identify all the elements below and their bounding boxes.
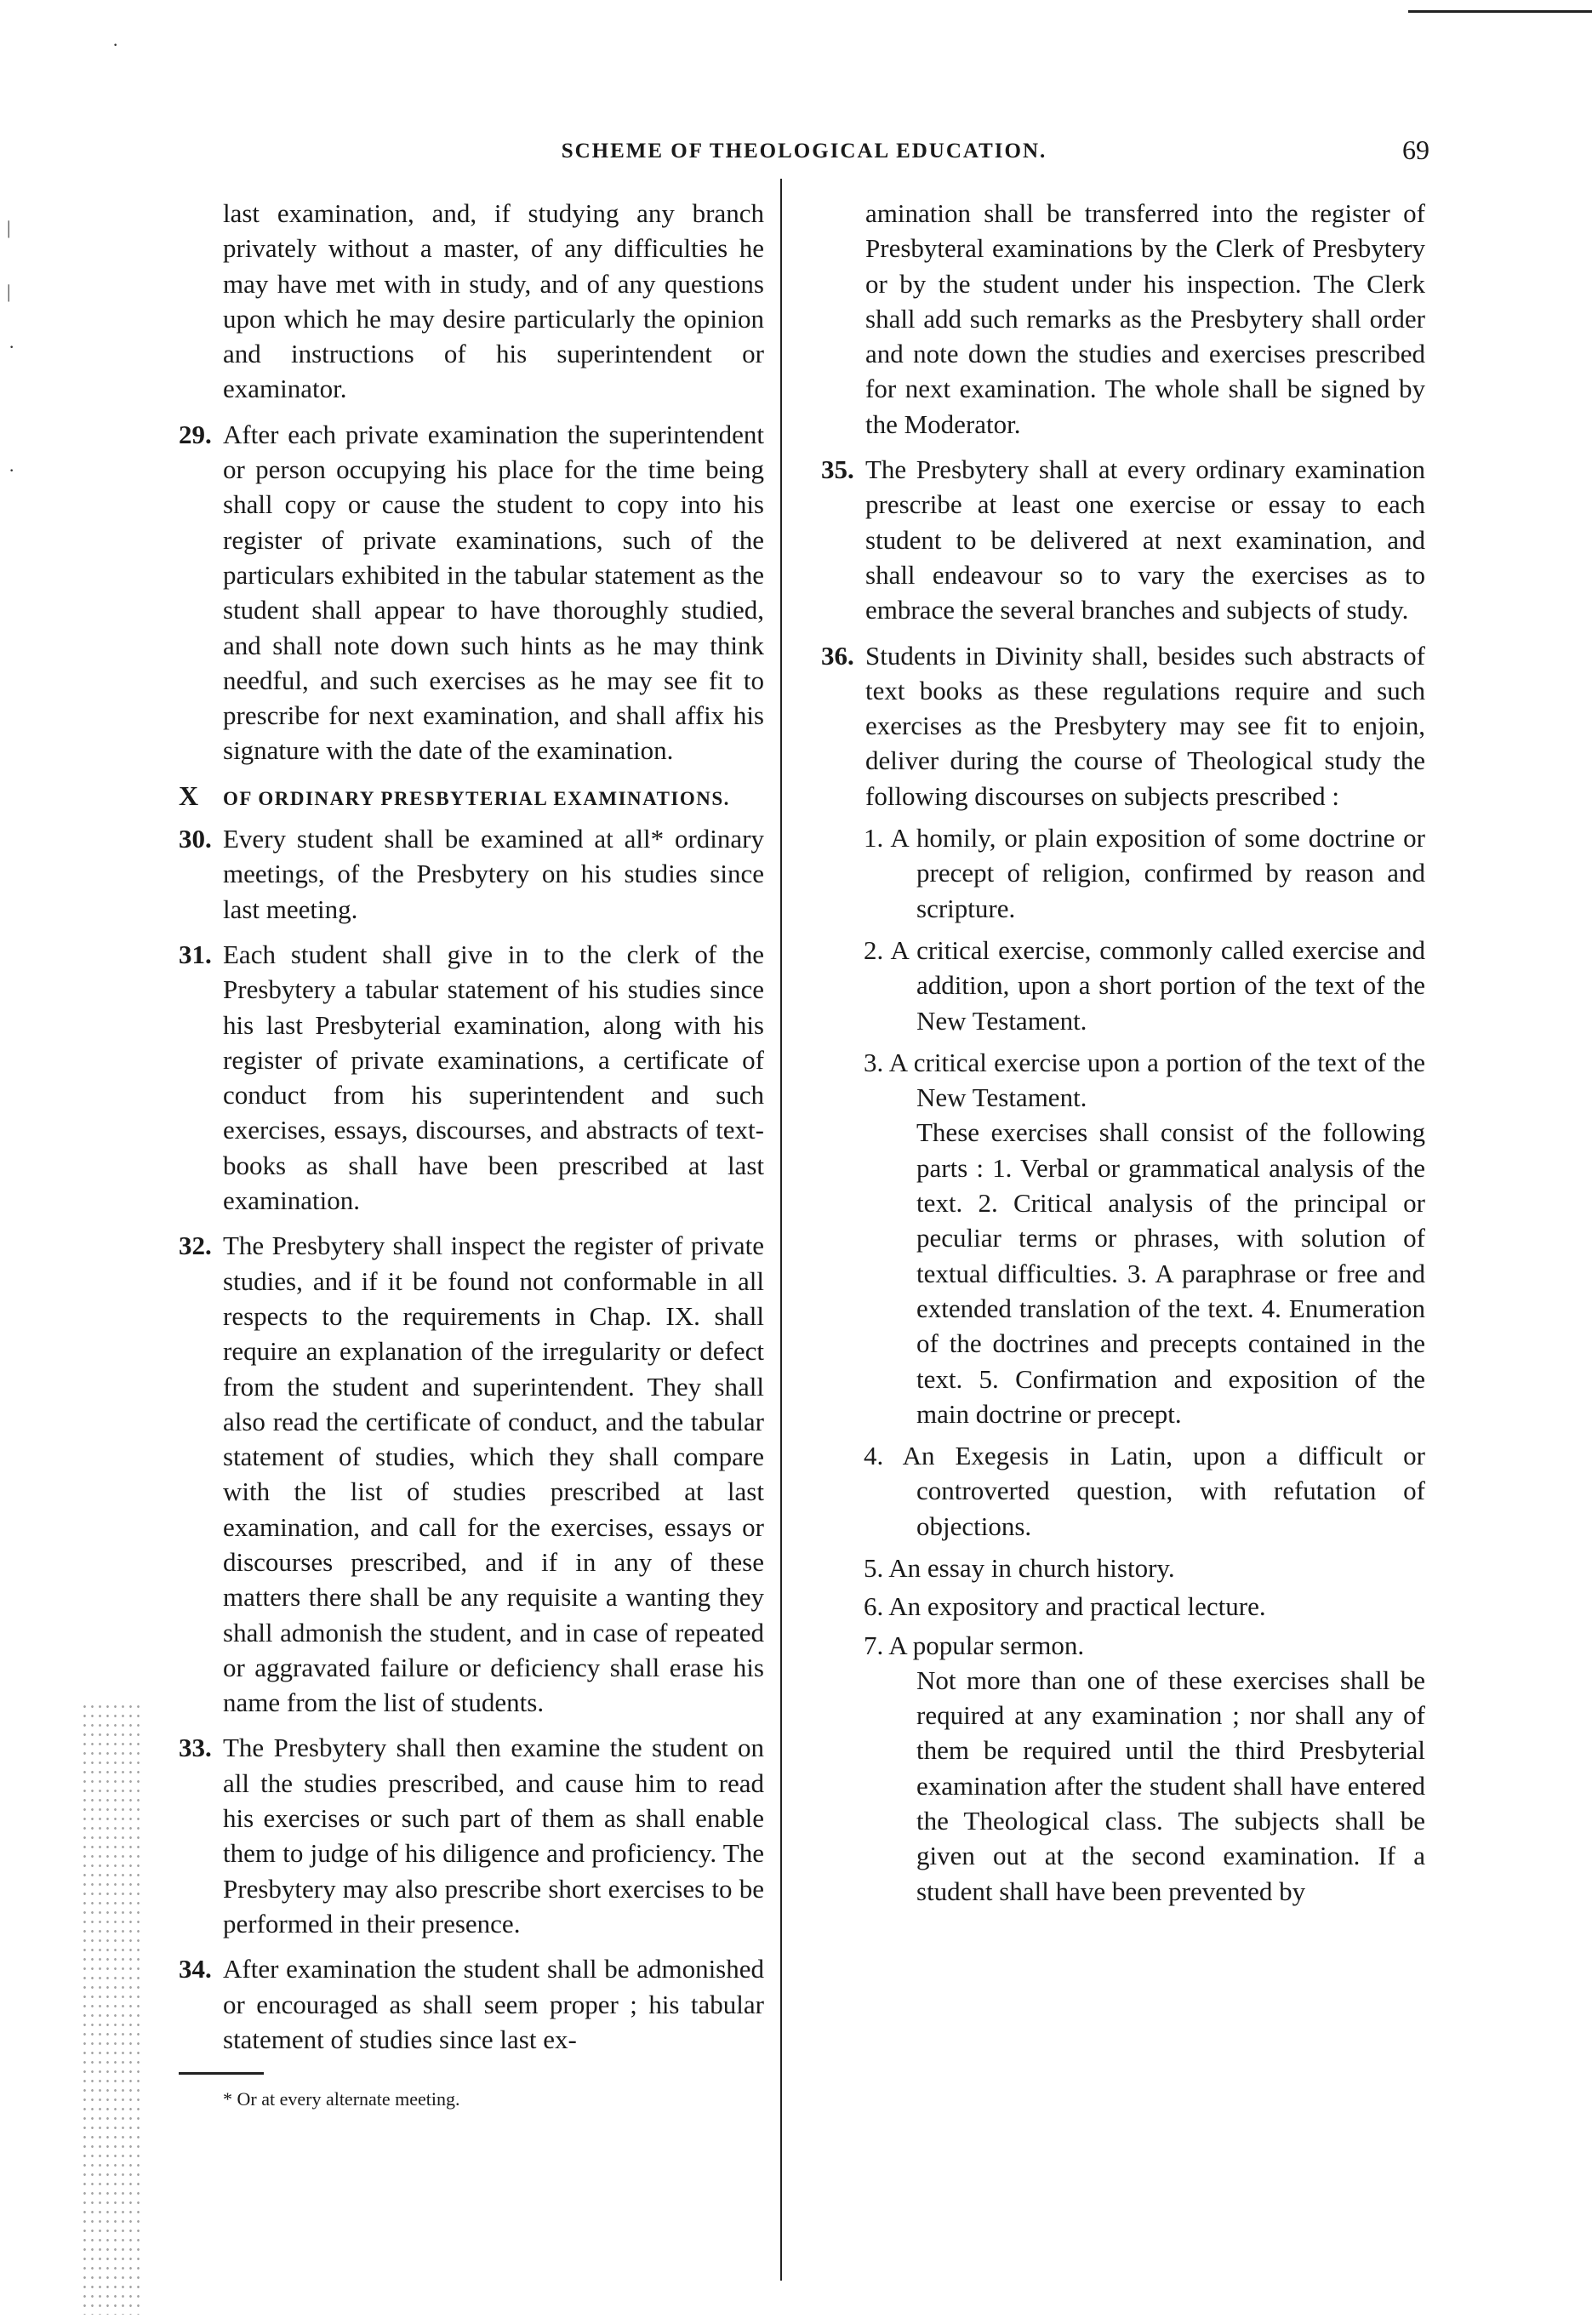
page-number: 69	[1402, 134, 1429, 165]
paragraph-32	[179, 1228, 764, 1720]
margin-tick: |	[7, 217, 11, 238]
paragraph-number: 34.	[179, 1954, 212, 1984]
list-item: 1. A homily, or plain exposition of some doctrine or precept of religion, confirmed by reason and scripture.	[864, 823, 1425, 923]
paragraph-text: The Presbytery shall at every ordinary examination prescribe at least one exercise or essay to each student to be delivered at next examination, and shall endeavour so to vary the exercises as to embrace the several branches and subjects of study.	[865, 454, 1425, 625]
paragraph-text: After each private examination the superintendent or person occupying his place for the time being shall copy or cause the student to copy into his register of private examinations, such of the particulars exhibited in the tabular statement as the student shall appear to have thoroughly studied, and shall note down such hints as he may think needful, and such exercises as he may see fit to prescribe for next examination, and shall affix his signature with the date of the examination.	[223, 419, 764, 766]
paragraph-text: The Presbytery shall inspect the register of private studies, and if it be found not conformable in all respects to the requirements in Chap. IX. shall require an explanation of the irregularity or defect from the student and superintendent. They shall also read the certificate of conduct, and the tabular statement of studies, which they shall compare with the list of studies prescribed at last examination, and call for the exercises, essays or discourses prescribed, and if in any of these matters there shall be any requisite a wanting they shall admonish the student, and in case of repeated or aggravated failure or deficiency shall erase his name from the list of students.	[223, 1231, 764, 1718]
paragraph-text: Each student shall give in to the clerk of the Presbytery a tabular statement of his studies since his last Presbyterial examination, along with his register of private examinations, a certificate of conduct from his superintendent and such exercises, essays, discourses, and abstracts of text-books as shall have been prescribed at last examination.	[223, 939, 764, 1216]
list-item: 5. An essay in church history.	[864, 1552, 1175, 1583]
paragraph-31	[179, 937, 764, 1218]
paragraph-29	[179, 417, 764, 768]
paragraph-30	[179, 821, 764, 927]
footnote-rule	[179, 2072, 264, 2075]
list-item-continuation: Not more than one of these exercises shall be required at any examination ; nor shall any of them be required until the third Presbyterial examination after the student shall have entered the Theological class. The subjects shall be given out at the second examination. If a student shall have been prevented by	[916, 1664, 1425, 1906]
running-head: SCHEME OF THEOLOGICAL EDUCATION.	[561, 140, 1047, 163]
section-title: OF ORDINARY PRESBYTERIAL EXAMINATIONS.	[223, 787, 730, 809]
paragraph-number: 32.	[179, 1231, 212, 1261]
paragraph-number: 30.	[179, 824, 212, 854]
paragraph-number: 29.	[179, 419, 212, 449]
paragraph-number: 36.	[821, 640, 854, 671]
paragraph-text: The Presbytery shall then examine the student on all the studies prescribed, and cause him to read his exercises or such part of them as shall enable them to judge of his diligence and proficiency. The Presbytery may also prescribe short exercises to be performed in their presence.	[223, 1733, 764, 1939]
list-item: 3. A critical exercise upon a portion of the text of the New Testament.	[864, 1047, 1425, 1113]
left-column	[179, 196, 764, 2116]
binding-edge-speckle	[81, 1702, 140, 2315]
right-column	[821, 196, 1425, 1909]
list-item: 4. An Exegesis in Latin, upon a difficult or controverted question, with refutation of objections.	[864, 1441, 1425, 1541]
margin-speck: ·	[9, 336, 15, 357]
paragraph-33	[179, 1730, 764, 1941]
section-numeral: X	[179, 779, 200, 811]
paragraph-28-continued: last examination, and, if studying any branch privately without a master, of any difficulties he may have met with in study, and of any questions upon which he may desire particularly the opinion and instructions of his superintendent or examinator.	[223, 198, 764, 404]
list-item: 7. A popular sermon.	[864, 1630, 1085, 1660]
margin-speck: ·	[9, 460, 15, 481]
list-item: 6. An expository and practical lecture.	[864, 1591, 1266, 1622]
paragraph-34-continued: amination shall be transferred into the register of Presbyteral examinations by the Clerk of Presbytery or by the student under his inspection. The Clerk shall add such remarks as the Presbytery shall order and note down the studies and exercises prescribed for next examination. The whole shall be signed by the Moderator.	[865, 198, 1425, 439]
list-item-continuation: These exercises shall consist of the following parts : 1. Verbal or grammatical analysis of the text. 2. Critical analysis of the principal or peculiar terms or phrases, with solution of textual difficulties. 3. A paraphrase or free and extended translation of the text. 4. Enumeration of the doctrines and precepts contained in the text. 5. Confirmation and exposition of the main doctrine or precept.	[916, 1117, 1425, 1429]
page-header	[179, 134, 1429, 168]
paragraph-number: 35.	[821, 454, 854, 485]
footnote: * Or at every alternate meeting.	[223, 2088, 460, 2110]
paragraph-text: After examination the student shall be admonished or encouraged as shall seem proper ; his tabular statement of studies since last ex-	[223, 1954, 764, 2054]
paragraph-34	[179, 1951, 764, 2057]
top-corner-rule	[1408, 10, 1592, 13]
paragraph-35	[821, 452, 1425, 627]
column-divider	[780, 179, 782, 2281]
margin-tick: |	[7, 281, 11, 302]
paragraph-text: Every student shall be examined at all* ordinary meetings, of the Presbytery on his studies since last meeting.	[223, 824, 764, 924]
paragraph-number: 31.	[179, 939, 212, 969]
list-item: 2. A critical exercise, commonly called exercise and addition, upon a short portion of the text of the New Testament.	[864, 934, 1425, 1036]
section-heading	[179, 779, 764, 816]
paragraph-text: Students in Divinity shall, besides such abstracts of text books as these regulations require and such exercises as the Presbytery may see fit to enjoin, deliver during the course of Theological study the following discourses on subjects prescribed :	[865, 640, 1425, 811]
paragraph-number: 33.	[179, 1733, 212, 1763]
paragraph-36	[821, 638, 1425, 814]
margin-speck: ·	[112, 34, 119, 55]
